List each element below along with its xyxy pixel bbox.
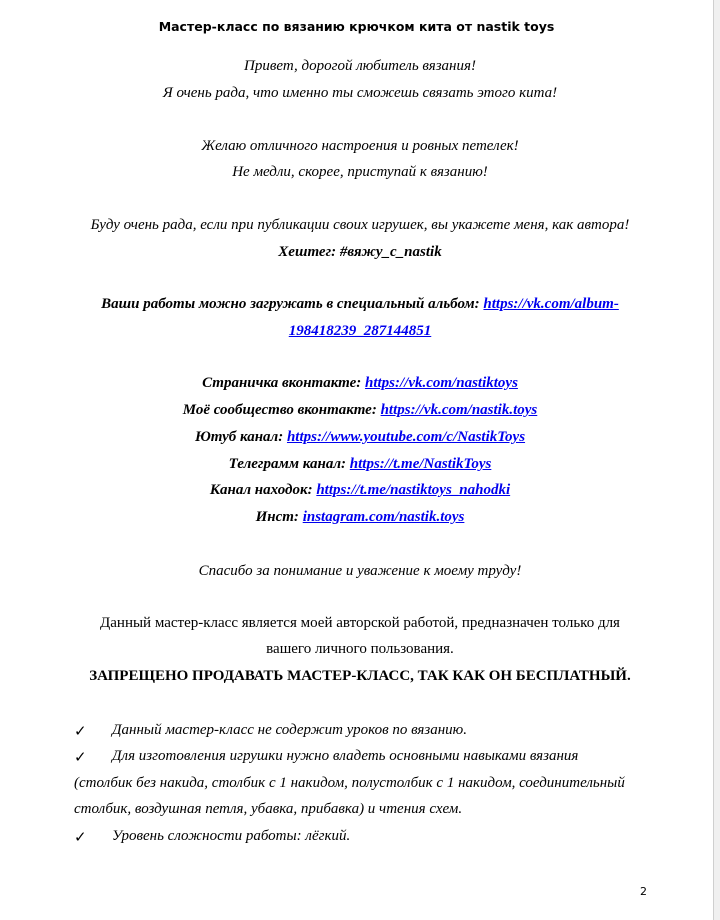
finds-channel-link[interactable]: https://t.me/nastiktoys_nahodki [316, 482, 511, 498]
album-label: Ваши работы можно загружать в специальный альбом: [101, 296, 480, 312]
checklist-item-2: Для изготовления игрушки нужно владеть основными навыками вязания [112, 748, 579, 764]
link-row-vk-page [0, 375, 720, 392]
link-label: Инст: [255, 509, 299, 525]
link-label: Телеграмм канал: [228, 456, 347, 472]
album-link-cont[interactable]: 198418239_287144851 [288, 323, 432, 339]
instagram-link[interactable]: instagram.com/nastik.toys [302, 509, 465, 525]
link-row-telegram [0, 456, 720, 473]
checklist-item-3: Уровень сложности работы: лёгкий. [112, 828, 351, 844]
link-label: Моё сообщество вконтакте: [182, 402, 377, 418]
thanks-line: Спасибо за понимание и уважение к моему труду! [198, 563, 522, 579]
wishes-line-1: Желаю отличного настроения и ровных петелек! [201, 138, 519, 154]
album-line-2 [0, 323, 720, 340]
youtube-link[interactable]: https://www.youtube.com/c/NastikToys [286, 429, 526, 445]
link-row-vk-community [0, 402, 720, 419]
publication-line: Буду очень рада, если при публикации своих игрушек, вы укажете меня, как автора! [90, 217, 630, 233]
checkmark-icon: ✓ [74, 724, 87, 740]
album-line [0, 296, 720, 313]
checkmark-icon: ✓ [74, 830, 87, 846]
link-label: Ютуб канал: [194, 429, 284, 445]
checkmark-icon: ✓ [74, 750, 87, 766]
checklist-item-2-cont-2: столбик, воздушная петля, убавка, прибавка) и чтения схем. [74, 801, 463, 817]
warning-line: ЗАПРЕЩЕНО ПРОДАВАТЬ МАСТЕР-КЛАСС, ТАК КАК ОН БЕСПЛАТНЫЙ. [89, 668, 631, 684]
link-row-instagram [0, 509, 720, 526]
telegram-link[interactable]: https://t.me/NastikToys [349, 456, 492, 472]
hashtag: Хештег: #вяжу_с_nastik [278, 244, 442, 260]
checklist-item-1: Данный мастер-класс не содержит уроков по вязанию. [112, 722, 468, 738]
vk-community-link[interactable]: https://vk.com/nastik.toys [380, 402, 538, 418]
link-row-finds [0, 482, 720, 499]
wishes-line-2: Не медли, скорее, приступай к вязанию! [232, 164, 488, 180]
notice-line-1: Данный мастер-класс является моей авторской работой, предназначен только для [100, 615, 620, 631]
link-row-youtube [0, 429, 720, 446]
page-number: 2 [640, 885, 647, 898]
checklist-item-2-cont-1: (столбик без накида, столбик с 1 накидом, полустолбик с 1 накидом, соединительный [74, 775, 625, 791]
notice-line-2: вашего личного пользования. [266, 641, 454, 657]
page-title: Мастер-класс по вязанию крючком кита от nastik toys [158, 19, 555, 34]
link-label: Канал находок: [209, 482, 313, 498]
greeting-line-2: Я очень рада, что именно ты сможешь связать этого кита! [162, 85, 558, 101]
vk-page-link[interactable]: https://vk.com/nastiktoys [364, 375, 518, 391]
link-label: Страничка вконтакте: [202, 375, 362, 391]
album-link[interactable]: https://vk.com/album- [483, 296, 619, 312]
greeting-line-1: Привет, дорогой любитель вязания! [244, 58, 476, 74]
